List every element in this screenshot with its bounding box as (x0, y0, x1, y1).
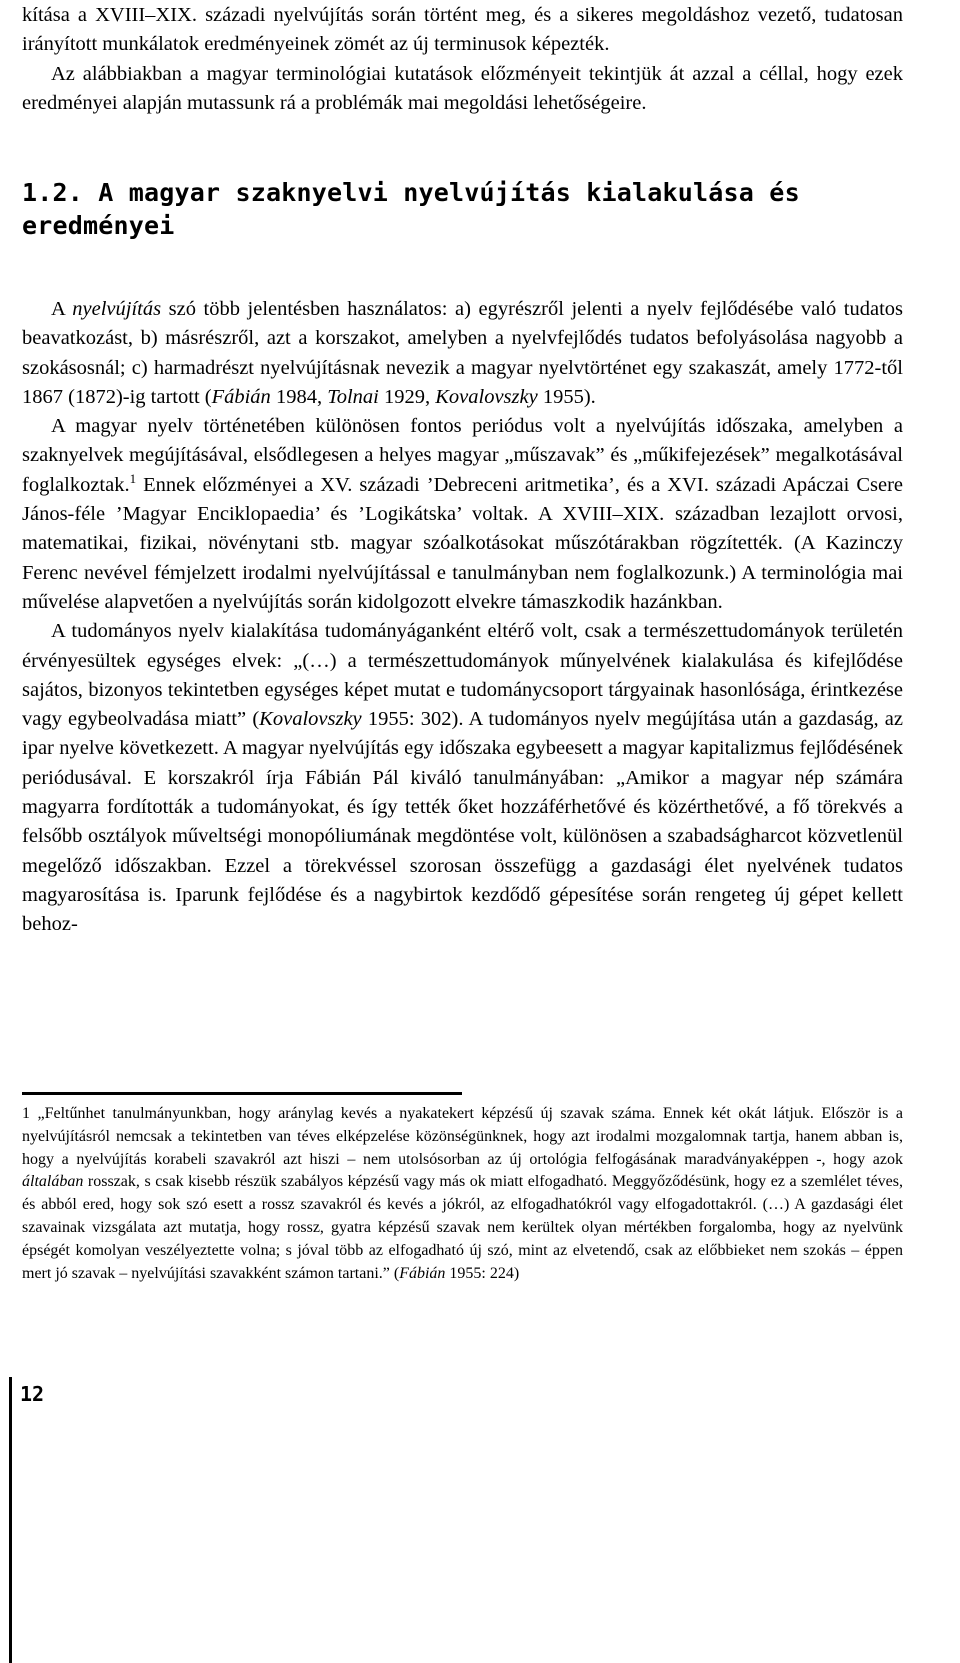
intro-text (22, 1, 903, 118)
text-run: 1 „Feltűnhet tanulmányunkban, hogy aránylag kevés a nyakatekert képzésű új szavak száma. Ennek két okát látjuk. Először is a nyelvújításról nemcsak a tekintetben van téves elképzelése közönségünknek, hogy azt irodalmi mozgalomnak tartja, hanem abban is, hogy a nyelvújítás korabeli szavakról azt hiszi – nem utolsósorban az új ortológia felfogásának maradványaképpen -, hogy azok (22, 1105, 903, 1168)
text-run: Ennek előzményei a XV. századi ’Debreceni aritmetika’, és a XVI. századi Apáczai Csere János-féle ’Magyar Enciklopaedia’ és ’Logikátska’ voltak. A XVIII–XIX. században lezajlott orvosi, matematikai, fizikai, növénytani stb. magyar szóalkotásokat műszótárakban rögzítették. (A Kazinczy Ferenc nevével fémjelzett irodalmi nyelvújítással e tanulmányban nem foglalkozunk.) A terminológia mai művelése alapvetően a nyelvújítás során kidolgozott elvekre támaszkodik hazánkban. (22, 473, 903, 613)
paragraph-scientific-language (22, 617, 903, 939)
section-heading: 1.2. A magyar szaknyelvi nyelvújítás kialakulása és eredményei (22, 178, 800, 240)
italic-term: általában (22, 1173, 84, 1191)
intro-paragraph-continued: kítása a XVIII–XIX. századi nyelvújítás során történt meg, és a sikeres megoldáshoz vezető, tudatosan irányított munkálatok eredményeinek zömét az új terminusok képezték. (22, 4, 903, 56)
citation-author: Kovalovszky (259, 708, 362, 731)
text-run: 1955). (537, 385, 596, 408)
text-run: A (51, 298, 73, 320)
intro-paragraph: Az alábbiakban a magyar terminológiai kutatások előzményeit tekintjük át azzal a céllal, hogy ezek eredményei alapján mutassunk rá a problémák mai megoldási lehetőségeire. (22, 62, 903, 114)
text-run: A magyar nyelv történetében különösen fontos periódus volt a nyelvújítás időszaka, amelyben a szaknyelvek megújításával, elsődlegesen a helyes magyar „műszavak” és „műkifejezések” megalkotásával foglalkoztak. (22, 415, 903, 496)
main-text (22, 295, 903, 940)
footnote-1 (22, 1103, 903, 1285)
text-run: rosszak, s csak kisebb részük szabályos képzésű vagy más ok miatt elfogadható. Meggyőződésünk, hogy ez a szemlélet téves, és abból ered, hogy sok szó esett a rossz szavakról és kevés a jókról, az elfogadhatókról vagy elfogadottakról. (…) A gazdasági élet szavainak vizsgálata azt mutatja, hogy rossz, gyatra képzésű szavak nem kerültek olyan mértékben forgalomba, hogy az nyelvünk épségét komolyan veszélyeztette volna; s jóval több az elfogadható új szó, mint az elvetendő, csak az előbbieket nem szokás – éppen mert jó szavak – nyelvújítási szavakként számon tartani.” ( (22, 1173, 903, 1282)
text-run: 1984, (270, 385, 328, 408)
text-run: 1929, (378, 385, 436, 408)
italic-term: nyelvújítás (72, 298, 162, 320)
paragraph-nyelvujitas-definition (22, 295, 903, 412)
text-run: 1955: 302). A tudományos nyelv megújítása után a gazdaság, az ipar nyelve következett. A magyar nyelvújítás egy időszaka egybeesett a magyar kapitalizmus fejlődésének periódusával. E korszakról írja Fábián Pál kiváló tanulmányában: „Amikor a magyar nép számára magyarra fordították a tudományokat, és így tették őket hozzáférhetővé és közérthetővé, a fő törekvés a felsőbb osztályok műveltségi monopóliumának megdöntése volt, különösen a szabadságharcot közvetlenül megelőző időszakban. Ezzel a törekvéssel szorosan összefügg a gazdasági élet nyelvének tudatos magyarosítása is. Iparunk fejlődése és a nagybirtok kezdődő gépesítése során rengeteg új gépet kellett behoz- (22, 708, 903, 936)
text-run: 1955: 224) (445, 1264, 520, 1282)
citation-author: Tolnai (327, 385, 379, 408)
citation-author: Fábián (399, 1264, 446, 1282)
footnote-reference[interactable]: 1 (129, 470, 137, 486)
text-run: A tudományos nyelv kialakítása tudományáganként eltérő volt, csak a természettudományok területén érvényesültek egységes elvek: „(…) a természettudományok műnyelvének kialakulása és kifejlődése sajátos, bizonyos tekintetben egységes képet mutat e tudománycsoport tárgyainak hasonlósága, érintkezése vagy egybeolvadása miatt” ( (22, 620, 903, 731)
paragraph-history (22, 412, 903, 617)
page-number: 12 (20, 1382, 45, 1406)
text-run: szó több jelentésben használatos: a) egyrészről jelenti a nyelv fejlődésébe való tudatos beavatkozást, b) másrészről, azt a korszakot, amelyben a nyelvfejlődés tudatos befolyásolása nagyobb a szokásosnál; c) harmadrészt nyelvújításnak nevezik a magyar nyelvtörténet egy szakaszát, amely 1772-től 1867 (1872)-ig tartott ( (22, 298, 903, 408)
footnote-divider (22, 1092, 462, 1095)
citation-author: Fábián (211, 385, 271, 408)
page-margin-rule (9, 1377, 12, 1663)
citation-author: Kovalovszky (435, 385, 538, 408)
